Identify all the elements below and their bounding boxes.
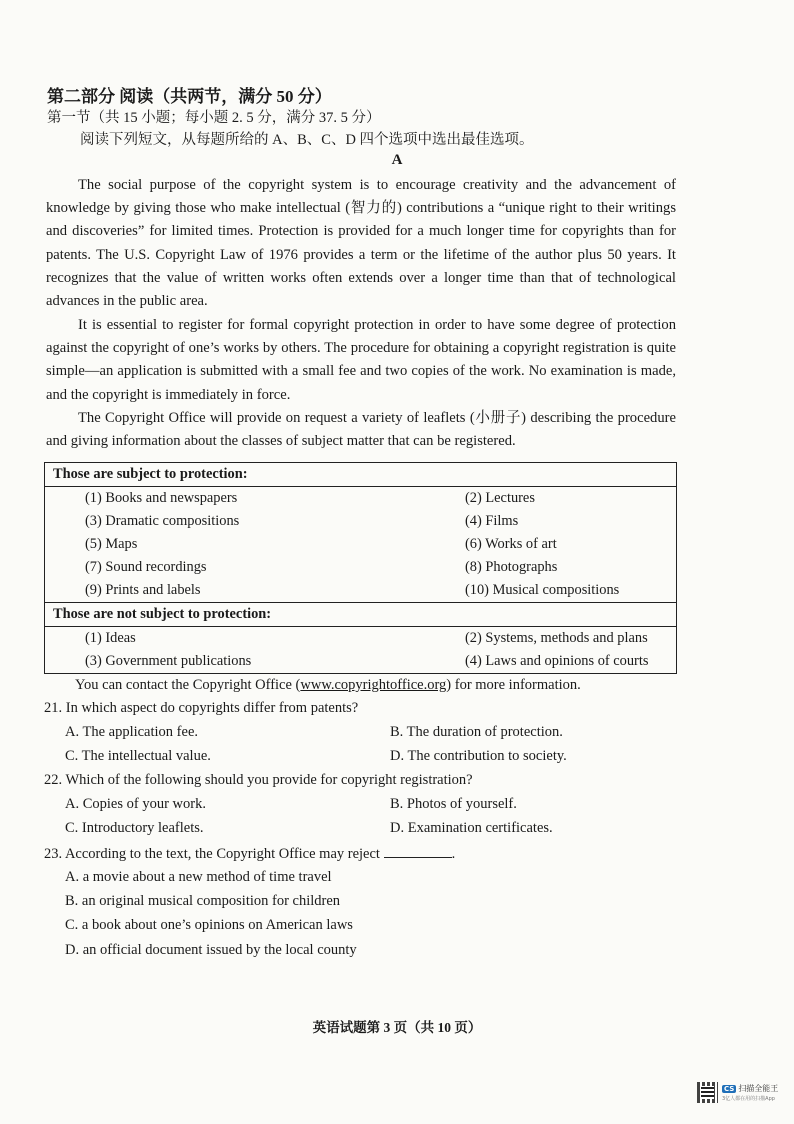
- passage-paragraph-1: The social purpose of the copyright system is to encourage creativity and the advancement of knowledge by giving those who make intellectual (智力的) contributions a “unique right to their writings and discoveries” for limited times. Protection is provided for a much longer time for copyrights than for patents. The U.S. Copyright Law of 1976 provides a term or the lifetime of the author plus 50 years. It recognizes that the value of written works often extends over a longer time than that of technological advances in the public area.: [46, 177, 676, 310]
- question-22-option-c[interactable]: C. Introductory leaflets.: [65, 820, 204, 836]
- unprotected-header: Those are not subject to protection:: [45, 603, 677, 627]
- qr-code-inner-icon: [701, 1086, 714, 1099]
- table-cell: (2) Systems, methods and plans: [465, 630, 648, 646]
- table-cell: (10) Musical compositions: [465, 582, 620, 598]
- watermark-subtitle: 3亿人都在用的扫描App: [722, 1096, 775, 1102]
- table-cell: (3) Dramatic compositions: [85, 513, 240, 529]
- question-21-option-a[interactable]: A. The application fee.: [65, 724, 198, 740]
- camscanner-badge-icon: CS: [724, 1085, 735, 1093]
- question-23-text: 23. According to the text, the Copyright Office may reject: [44, 846, 380, 862]
- answer-blank[interactable]: [384, 845, 452, 858]
- copyright-table: [44, 462, 677, 674]
- table-cell: (5) Maps: [85, 536, 138, 552]
- passage-paragraph-3: The Copyright Office will provide on request a variety of leaflets (小册子) describing the procedure and giving information about the classes of subject matter that can be registered.: [46, 410, 676, 450]
- table-cell: (6) Works of art: [465, 536, 557, 552]
- table-cell: (7) Sound recordings: [85, 559, 207, 575]
- scanner-watermark: [722, 1083, 778, 1094]
- question-22-option-b[interactable]: B. Photos of yourself.: [390, 796, 517, 812]
- table-cell: (9) Prints and labels: [85, 582, 201, 598]
- part-title: 第二部分 阅读（共两节，满分 50 分）: [47, 87, 332, 106]
- passage-paragraph-2: It is essential to register for formal copyright protection in order to have some degree of protection against the copyright of one’s works by others. The procedure for obtaining a copyright registration is quite simple—an application is submitted with a small fee and two copies of the work. No examination is made, and the copyright is immediately in force.: [46, 317, 676, 403]
- question-22-option-a[interactable]: A. Copies of your work.: [65, 796, 206, 812]
- question-21-stem: 21. In which aspect do copyrights differ from patents?: [44, 700, 359, 716]
- protected-header: Those are subject to protection:: [45, 463, 677, 487]
- instruction: 阅读下列短文，从每题所给的 A、B、C、D 四个选项中选出最佳选项。: [80, 132, 534, 148]
- table-row: [45, 556, 677, 579]
- question-21-option-d[interactable]: D. The contribution to society.: [390, 748, 567, 764]
- question-21-option-b[interactable]: B. The duration of protection.: [390, 724, 563, 740]
- contact-text-after: ) for more information.: [446, 677, 581, 693]
- table-cell: (4) Laws and opinions of courts: [465, 653, 649, 669]
- table-row: [45, 650, 677, 674]
- question-21-option-c[interactable]: C. The intellectual value.: [65, 748, 211, 764]
- table-cell: (4) Films: [465, 513, 519, 529]
- watermark-name: 扫描全能王: [738, 1084, 779, 1093]
- copyright-office-link[interactable]: www.copyrightoffice.org: [300, 677, 447, 693]
- question-23-option-d[interactable]: D. an official document issued by the local county: [65, 942, 357, 958]
- passage-label: A: [391, 152, 403, 168]
- table-cell: (1) Books and newspapers: [85, 490, 238, 506]
- table-cell: (2) Lectures: [465, 490, 535, 506]
- question-23-end: .: [451, 846, 456, 862]
- table-row: [45, 487, 677, 511]
- table-row: [45, 533, 677, 556]
- contact-line: [75, 677, 581, 694]
- table-cell: (1) Ideas: [85, 630, 136, 646]
- table-cell: (3) Government publications: [85, 653, 252, 669]
- table-cell: (8) Photographs: [465, 559, 558, 575]
- question-23-option-a[interactable]: A. a movie about a new method of time travel: [65, 869, 332, 885]
- page-footer: 英语试题第 3 页（共 10 页）: [312, 1020, 482, 1035]
- section-title: 第一节（共 15 小题；每小题 2. 5 分，满分 37. 5 分）: [47, 110, 381, 126]
- question-22-option-d[interactable]: D. Examination certificates.: [390, 820, 553, 836]
- question-23-stem: [44, 845, 455, 863]
- table-row: [45, 510, 677, 533]
- question-23-option-c[interactable]: C. a book about one’s opinions on American laws: [65, 917, 353, 933]
- table-row: [45, 579, 677, 603]
- contact-text-before: You can contact the Copyright Office (: [75, 677, 301, 693]
- question-22-stem: 22. Which of the following should you provide for copyright registration?: [44, 772, 473, 788]
- table-row: [45, 627, 677, 651]
- question-23-option-b[interactable]: B. an original musical composition for children: [65, 893, 341, 909]
